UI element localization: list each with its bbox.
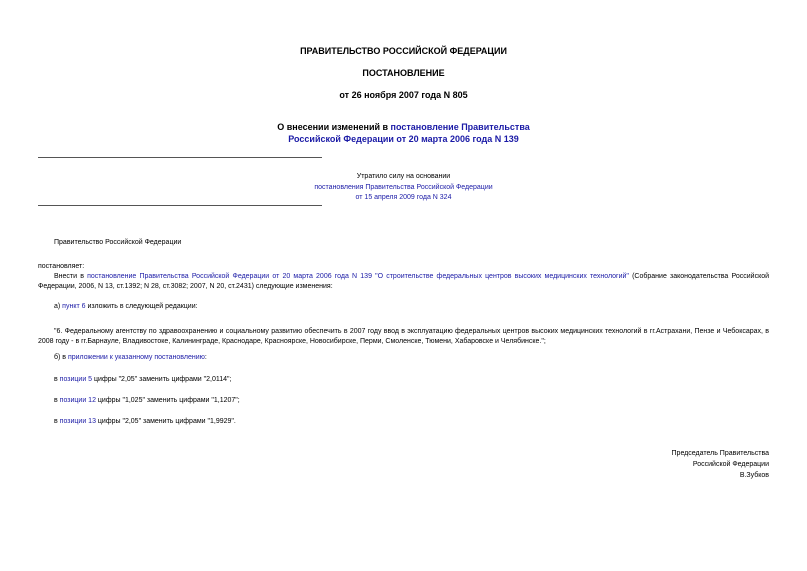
signatory-name: В.Зубков bbox=[739, 472, 769, 479]
signatory-org: Российской Федерации bbox=[692, 461, 769, 468]
intro-link[interactable]: постановление Правительства Российской Федерации от 20 марта 2006 года N 139 "О строительстве федеральных центров высоких медицинских технологий" bbox=[87, 273, 629, 280]
intro-paragraph bbox=[38, 272, 769, 291]
clause-b bbox=[54, 353, 207, 363]
divider-top bbox=[38, 157, 322, 158]
list-item bbox=[54, 396, 240, 406]
quoted-paragraph: "6. Федеральному агентству по здравоохранению и социальному развитию обеспечить в 2007 году ввод в эксплуатацию федеральных центров высоких медицинских технологий в гг.Астрахани, Пензе и Чебоксарах, в 2008 году - в гг.Барнауле, Владивостоке, Калининграде, Краснодаре, Красноярске, Новосибирске, Перми, Смоленске, Тюмени, Хабаровске и Челябинске."; bbox=[38, 328, 769, 345]
clause-a bbox=[54, 302, 198, 312]
clause-a-suffix: изложить в следующей редакции: bbox=[85, 303, 198, 310]
intro-suffix: (Собрание законодательства Российской Федерации, 2006, N 13, ст.1392; N 28, ст.3082; 2007, N 20, ст.2431) следующие изменения: bbox=[38, 273, 770, 290]
item-prefix: в bbox=[54, 376, 60, 383]
document-type: ПОСТАНОВЛЕНИЕ bbox=[362, 68, 445, 78]
document-title bbox=[0, 121, 807, 145]
title-prefix: О внесении изменений в bbox=[277, 122, 391, 132]
list-item bbox=[54, 417, 236, 427]
item-link-position-12[interactable]: позиции 12 bbox=[59, 397, 96, 404]
clause-a-link[interactable]: пункт 6 bbox=[62, 303, 86, 310]
signature-block bbox=[672, 448, 769, 481]
government-line: Правительство Российской Федерации bbox=[54, 239, 182, 246]
clause-b-suffix: : bbox=[204, 354, 207, 361]
title-link-part2[interactable]: Российской Федерации от 20 марта 2006 года N 139 bbox=[288, 134, 519, 144]
clause-a-prefix: а) bbox=[54, 303, 63, 310]
resolves-line: постановляет: bbox=[38, 263, 85, 270]
list-item bbox=[54, 375, 231, 385]
document-date-number: от 26 ноября 2007 года N 805 bbox=[339, 90, 468, 100]
intro-prefix: Внести в bbox=[54, 273, 88, 280]
item-suffix: цифры "1,025" заменить цифрами "1,1207"; bbox=[95, 397, 240, 404]
status-note-link-line3[interactable]: от 15 апреля 2009 года N 324 bbox=[355, 194, 452, 201]
title-link-part1[interactable]: постановление Правительства bbox=[390, 122, 530, 132]
item-suffix: цифры "2,05" заменить цифрами "1,9929". bbox=[95, 418, 236, 425]
item-suffix: цифры "2,05" заменить цифрами "2,0114"; bbox=[92, 376, 232, 383]
signatory-title: Председатель Правительства bbox=[671, 450, 769, 457]
status-note-link-line2[interactable]: постановления Правительства Российской Федерации bbox=[314, 183, 493, 191]
divider-bottom bbox=[38, 205, 322, 206]
issuing-authority: ПРАВИТЕЛЬСТВО РОССИЙСКОЙ ФЕДЕРАЦИИ bbox=[300, 46, 507, 56]
item-link-position-13[interactable]: позиции 13 bbox=[59, 418, 96, 425]
item-prefix: в bbox=[54, 418, 60, 425]
clause-b-prefix: б) в bbox=[54, 354, 68, 361]
status-note-line1: Утратило силу на основании bbox=[356, 173, 451, 180]
item-link-position-5[interactable]: позиции 5 bbox=[59, 376, 93, 383]
clause-b-link[interactable]: приложении к указанному постановлению bbox=[67, 354, 205, 361]
status-note bbox=[250, 172, 557, 204]
item-prefix: в bbox=[54, 397, 60, 404]
